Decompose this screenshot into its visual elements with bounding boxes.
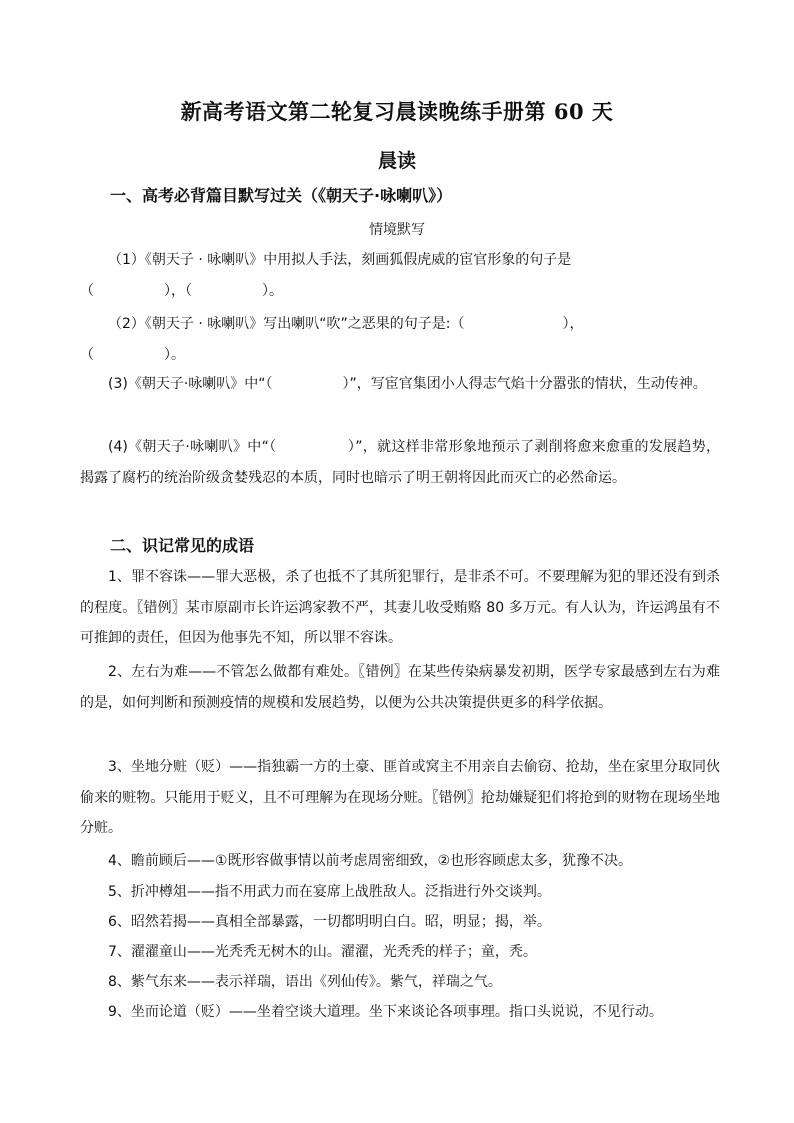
idiom-item-2: 2、左右为难——不管怎么做都有难处。〖错例〗在某些传染病暴发初期，医学专家最感到左右为难的是，如何判断和预测疫情的规模和发展趋势，以便为公共决策提供更多的科学依据。	[80, 664, 720, 711]
idiom-item-8: 8、紫气东来——表示祥瑞，语出《列仙传》。紫气，祥瑞之气。	[108, 974, 502, 990]
idiom-item-9: 9、坐而论道（贬）——坐着空谈大道理。坐下来谈论各项事理。指口头说说，不见行动。	[108, 1004, 663, 1020]
question-4: (4)《朝天子·咏喇叭》中“（ ）”，就这样非常形象地预示了剥削将愈来愈重的发展趋势，揭露了腐朽的统治阶级贪婪残忍的本质，同时也暗示了明王朝将因此而灭亡的必然命运。	[80, 439, 720, 486]
section2-heading: 二、识记常见的成语	[110, 536, 255, 555]
question-2-line2: （ ）。	[80, 347, 185, 363]
document-title: 新高考语文第二轮复习晨读晚练手册第 60 天	[180, 99, 614, 124]
section-subtitle: 晨读	[377, 150, 416, 172]
question-1-line1: （1）《朝天子 · 咏喇叭》中用拟人手法，刻画狐假虎威的宦官形象的句子是	[108, 252, 572, 268]
idiom-item-6: 6、昭然若揭——真相全部暴露，一切都明明白白。昭，明显；揭，举。	[108, 914, 551, 930]
question-2-line1: （2）《朝天子 · 咏喇叭》写出喇叭“吹”之恶果的句子是:（ ），	[108, 316, 584, 332]
question-3: (3)《朝天子·咏喇叭》中“（ ）”，写宦官集团小人得志气焰十分嚣张的情状，生动传神。	[108, 376, 707, 392]
idiom-item-7: 7、濯濯童山——光秃秃无树木的山。濯濯，光秃秃的样子；童，秃。	[108, 944, 537, 960]
section1-label: 情境默写	[369, 222, 425, 238]
section1-heading: 一、高考必背篇目默写过关（《朝天子·咏喇叭》）	[110, 186, 453, 205]
question-1-line2: （ ），（ ）。	[80, 283, 283, 299]
idiom-item-3: 3、坐地分赃（贬）——指独霸一方的土豪、匪首或窝主不用亲自去偷窃、抢劫，坐在家里分取同伙偷来的赃物。只能用于贬义，且不可理解为在现场分赃。〖错例〗抢劫嫌疑犯们将抢到的财物在现场坐地分赃。	[80, 759, 720, 836]
idiom-item-1: 1、罪不容诛——罪大恶极，杀了也抵不了其所犯罪行，是非杀不可。不要理解为犯的罪还没有到杀的程度。〖错例〗某市原副市长许运鸿家教不严，其妻儿收受贿赂 80 多万元。有人认为，许运鸿虽有不可推卸的责任，但因为他事先不知，所以罪不容诛。	[80, 569, 720, 646]
idiom-item-4: 4、瞻前顾后——①既形容做事情以前考虑周密细致，②也形容顾虑太多，犹豫不决。	[108, 853, 633, 869]
idiom-item-5: 5、折冲樽俎——指不用武力而在宴席上战胜敌人。泛指进行外交谈判。	[108, 884, 551, 900]
